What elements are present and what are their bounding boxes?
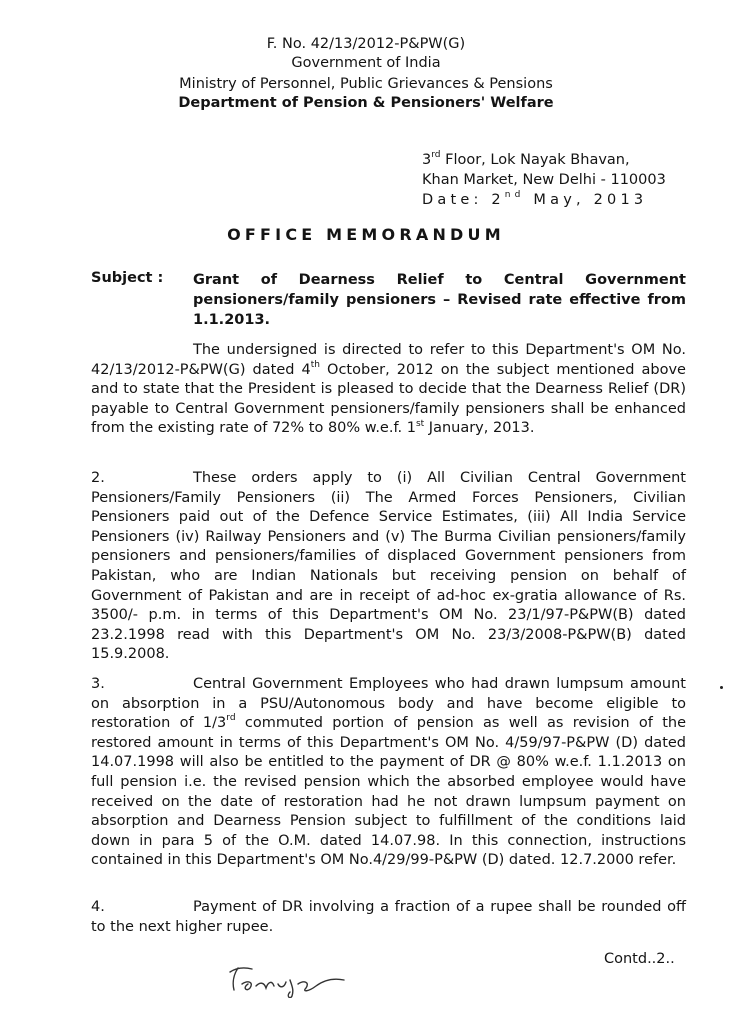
address-line-2: Khan Market, New Delhi - 110003 — [422, 172, 666, 188]
subject-text: Grant of Dearness Relief to Central Government pensioners/family pensioners – Revised rate effective from 1.1.2013. — [193, 272, 686, 328]
paragraph-1: The undersigned is directed to refer to this Department's OM No. 42/13/2012-P&PW(G) dated 4th October, 2012 on the subject mentioned above and to state that the President is pleased to decide that the Dearness Relief (DR) payable to Central Government pensioners/family pensioners shall be enhanced from the existing rate of 72% to 80% w.e.f. 1st January, 2013. — [91, 342, 686, 437]
paragraph-number: 4. — [91, 899, 105, 915]
continued-note: Contd..2.. — [604, 951, 675, 967]
memo-title: OFFICE MEMORANDUM — [227, 225, 505, 244]
memo-date: Date: 2nd May, 2013 — [422, 190, 648, 208]
signature-image — [212, 958, 358, 998]
address-line-1: 3rd Floor, Lok Nayak Bhavan, — [422, 150, 630, 168]
subject-label: Subject : — [91, 270, 164, 286]
paragraph-3: 3. Central Government Employees who had drawn lumpsum amount on absorption in a PSU/Autonomous body and have become eligible to restoration of 1/3rd commuted portion of pension as well as revision of the restored amount in terms of this Department's OM No. 4/59/97-P&PW (D) dated 14.07.1998 will also be entitled to the payment of DR @ 80% w.e.f. 1.1.2013 on full pension i.e. the revised pension which the absorbed employee would have received on the date of restoration had he not drawn lumpsum payment on absorption and Dearness Pension subject to fulfillment of the conditions laid down in para 5 of the O.M. dated 14.07.98. In this connection, instructions contained in this Department's OM No.4/29/99-P&PW (D) dated. 12.7.2000 refer. — [91, 676, 686, 869]
department-line: Department of Pension & Pensioners' Welfare — [178, 95, 554, 111]
scan-speck — [720, 686, 723, 689]
paragraph-number: 3. — [91, 676, 105, 692]
ministry-line: Ministry of Personnel, Public Grievances & Pensions — [179, 76, 553, 92]
file-number: F. No. 42/13/2012-P&PW(G) — [266, 36, 466, 52]
paragraph-4: 4. Payment of DR involving a fraction of a rupee shall be rounded off to the next higher rupee. — [91, 899, 686, 935]
government-line: Government of India — [291, 55, 441, 71]
paragraph-number: 2. — [91, 470, 105, 486]
paragraph-2: 2. These orders apply to (i) All Civilian Central Government Pensioners/Family Pensioners (ii) The Armed Forces Pensioners, Civilian Pensioners paid out of the Defence Service Estimates, (iii) All India Service Pensioners (iv) Railway Pensioners and (v) The Burma Civilian pensioners/family pensioners and pensioners/families of displaced Government pensioners from Pakistan, who are Indian Nationals but receiving pension on behalf of Government of Pakistan and are in receipt of ad-hoc ex-gratia allowance of Rs. 3500/- p.m. in terms of this Department's OM No. 23/1/97-P&PW(B) dated 23.2.1998 read with this Department's OM No. 23/3/2008-P&PW(B) dated 15.9.2008. — [91, 470, 686, 663]
